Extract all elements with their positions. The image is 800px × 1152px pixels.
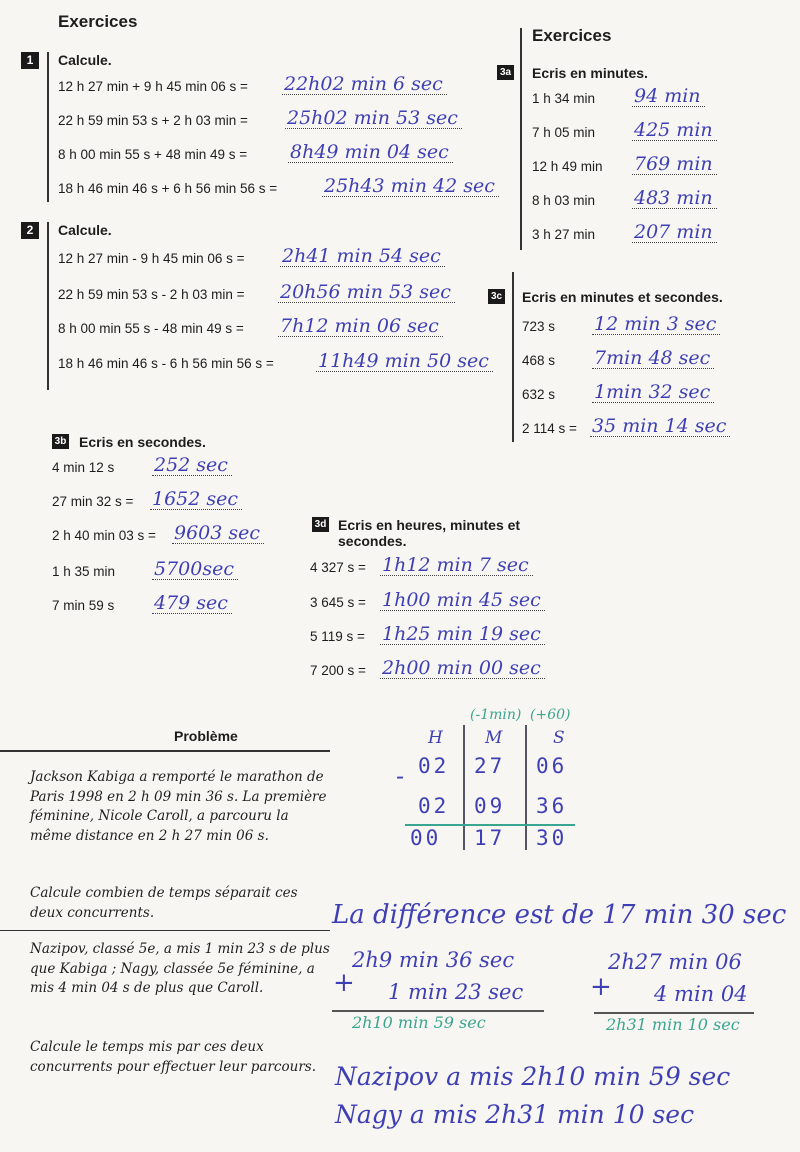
add2-rule xyxy=(594,1012,754,1014)
answer-nazipov: Nazipov a mis 2h10 min 59 sec xyxy=(335,1062,731,1091)
ex3c-q4: 2 114 s = xyxy=(522,421,577,436)
problem-mid-rule xyxy=(0,930,330,931)
ex3b-q1: 4 min 12 s xyxy=(52,460,115,475)
add1-plus-sign: + xyxy=(333,968,355,998)
ex1-a3: 8h49 min 04 sec xyxy=(288,142,453,163)
ex3a-q4: 8 h 03 min xyxy=(532,193,596,208)
ex1-q2: 22 h 59 min 53 s + 2 h 03 min = xyxy=(58,113,248,128)
sub-header-m: M xyxy=(485,728,503,748)
ex3c-q3: 632 s xyxy=(522,387,556,402)
ex2-margin-line xyxy=(47,222,49,390)
add1-line1: 2h9 min 36 sec xyxy=(352,948,515,972)
ex3a-a2: 425 min xyxy=(632,120,717,141)
ex1-title: Calcule. xyxy=(58,52,112,68)
answer-nagy: Nagy a mis 2h31 min 10 sec xyxy=(335,1100,695,1129)
add2-line1: 2h27 min 06 xyxy=(608,950,742,974)
ex1-a1: 22h02 min 6 sec xyxy=(282,74,447,95)
sub-header-s: S xyxy=(553,728,565,748)
ex3a-a4: 483 min xyxy=(632,188,717,209)
ex3d-title: Ecris en heures, minutes et secondes. xyxy=(338,517,521,549)
ex3c-q1: 723 s xyxy=(522,319,556,334)
ex3d-q3: 5 119 s = xyxy=(310,629,365,644)
problem-question-2: Calcule le temps mis par ces deux concurrents pour effectuer leur parcours. xyxy=(30,1039,316,1075)
sub-res-h: 00 xyxy=(410,826,442,850)
ex3d-number: 3d xyxy=(312,517,329,532)
ex3b-q2: 27 min 32 s = xyxy=(52,494,134,509)
ex2-number: 2 xyxy=(21,222,39,239)
ex3a-number: 3a xyxy=(497,65,514,80)
ex3c-a1: 12 min 3 sec xyxy=(592,314,720,335)
ex3a-a1: 94 min xyxy=(632,86,705,107)
ex2-a3: 7h12 min 06 sec xyxy=(278,316,443,337)
ex2-a4: 11h49 min 50 sec xyxy=(316,351,493,372)
sub-header-h: H xyxy=(428,728,443,748)
sub-r2-m: 09 xyxy=(474,794,506,818)
sub-r1-m: 27 xyxy=(474,754,506,778)
ex3d-a3: 1h25 min 19 sec xyxy=(380,624,545,645)
ex3b-q5: 7 min 59 s xyxy=(52,598,115,613)
ex1-a2: 25h02 min 53 sec xyxy=(285,108,462,129)
sub-res-m: 17 xyxy=(474,826,506,850)
problem-text-2: Nazipov, classé 5e, a mis 1 min 23 s de plus que Kabiga ; Nagy, classée 5e féminine, a mis 4 min 04 s de plus que Caroll. xyxy=(30,941,330,996)
ex2-a1: 2h41 min 54 sec xyxy=(280,246,445,267)
ex3c-margin-line xyxy=(512,272,514,442)
ex2-q3: 8 h 00 min 55 s - 48 min 49 s = xyxy=(58,321,244,336)
ex3d-q1: 4 327 s = xyxy=(310,560,366,575)
ex3d-q4: 7 200 s = xyxy=(310,663,366,678)
add2-line2: 4 min 04 xyxy=(654,982,748,1006)
sub-r1-s: 06 xyxy=(536,754,568,778)
right-header: Exercices xyxy=(532,26,612,45)
ex3c-a2: 7min 48 sec xyxy=(592,348,714,369)
add1-line2: 1 min 23 sec xyxy=(388,980,524,1004)
ex3b-a2: 1652 sec xyxy=(150,489,242,510)
ex3a-title: Ecris en minutes. xyxy=(532,65,648,81)
sub-r1-h: 02 xyxy=(418,754,450,778)
add1-rule xyxy=(332,1010,544,1012)
ex1-q1: 12 h 27 min + 9 h 45 min 06 s = xyxy=(58,79,248,94)
ex3d-a2: 1h00 min 45 sec xyxy=(380,590,545,611)
ex3a-q2: 7 h 05 min xyxy=(532,125,596,140)
ex2-q2: 22 h 59 min 53 s - 2 h 03 min = xyxy=(58,287,245,302)
sub-r2-h: 02 xyxy=(418,794,450,818)
sub-col-line-2 xyxy=(525,725,527,850)
ex2-a2: 20h56 min 53 sec xyxy=(278,282,455,303)
ex1-q4: 18 h 46 min 46 s + 6 h 56 min 56 s = xyxy=(58,181,278,196)
problem-question-1: Calcule combien de temps séparait ces deux concurrents. xyxy=(30,885,298,921)
ex3b-q3: 2 h 40 min 03 s = xyxy=(52,528,156,543)
ex3d-q2: 3 645 s = xyxy=(310,595,366,610)
ex3d-a1: 1h12 min 7 sec xyxy=(380,555,533,576)
ex3b-number: 3b xyxy=(52,434,69,449)
ex1-number: 1 xyxy=(21,52,39,69)
difference-sentence: La différence est de 17 min 30 sec xyxy=(332,900,787,930)
left-header: Exercices xyxy=(58,12,138,31)
ex3d-a4: 2h00 min 00 sec xyxy=(380,658,545,679)
ex3c-a3: 1min 32 sec xyxy=(592,382,714,403)
sub-note-1: (-1min) xyxy=(470,707,522,723)
ex3b-a1: 252 sec xyxy=(152,455,232,476)
problem-top-rule xyxy=(0,750,330,752)
ex3a-q1: 1 h 34 min xyxy=(532,91,596,106)
ex3b-q4: 1 h 35 min xyxy=(52,564,116,579)
sub-res-s: 30 xyxy=(536,826,568,850)
sub-r2-s: 36 xyxy=(536,794,568,818)
ex2-q1: 12 h 27 min - 9 h 45 min 06 s = xyxy=(58,251,245,266)
add2-result: 2h31 min 10 sec xyxy=(606,1015,740,1034)
sub-col-line-1 xyxy=(463,725,465,850)
ex1-q3: 8 h 00 min 55 s + 48 min 49 s = xyxy=(58,147,248,162)
ex3c-title: Ecris en minutes et secondes. xyxy=(522,289,723,305)
ex3c-q2: 468 s xyxy=(522,353,556,368)
ex2-title: Calcule. xyxy=(58,222,112,238)
ex3b-a3: 9603 sec xyxy=(172,523,264,544)
ex3b-a4: 5700sec xyxy=(152,559,238,580)
problem-text-1: Jackson Kabiga a remporté le marathon de Paris 1998 en 2 h 09 min 36 s. La première féminine, Nicole Caroll, a parcouru la même distance en 2 h 27 min 06 s. xyxy=(30,769,327,844)
ex3a-q5: 3 h 27 min xyxy=(532,227,596,242)
ex1-a4: 25h43 min 42 sec xyxy=(322,176,499,197)
ex3a-a5: 207 min xyxy=(632,222,717,243)
ex3c-a4: 35 min 14 sec xyxy=(590,416,730,437)
problem-title: Problème xyxy=(174,728,238,744)
ex3b-title: Ecris en secondes. xyxy=(79,434,206,450)
sub-note-2: (+60) xyxy=(530,707,571,723)
add1-result: 2h10 min 59 sec xyxy=(352,1013,486,1032)
add2-plus-sign: + xyxy=(590,972,612,1002)
sub-minus-sign: - xyxy=(396,762,405,790)
ex3c-number: 3c xyxy=(488,289,505,304)
ex2-q4: 18 h 46 min 46 s - 6 h 56 min 56 s = xyxy=(58,356,274,371)
ex1-margin-line xyxy=(47,52,49,202)
ex3a-margin-line xyxy=(520,28,522,250)
ex3a-a3: 769 min xyxy=(632,154,717,175)
ex3a-q3: 12 h 49 min xyxy=(532,159,603,174)
ex3b-a5: 479 sec xyxy=(152,593,232,614)
